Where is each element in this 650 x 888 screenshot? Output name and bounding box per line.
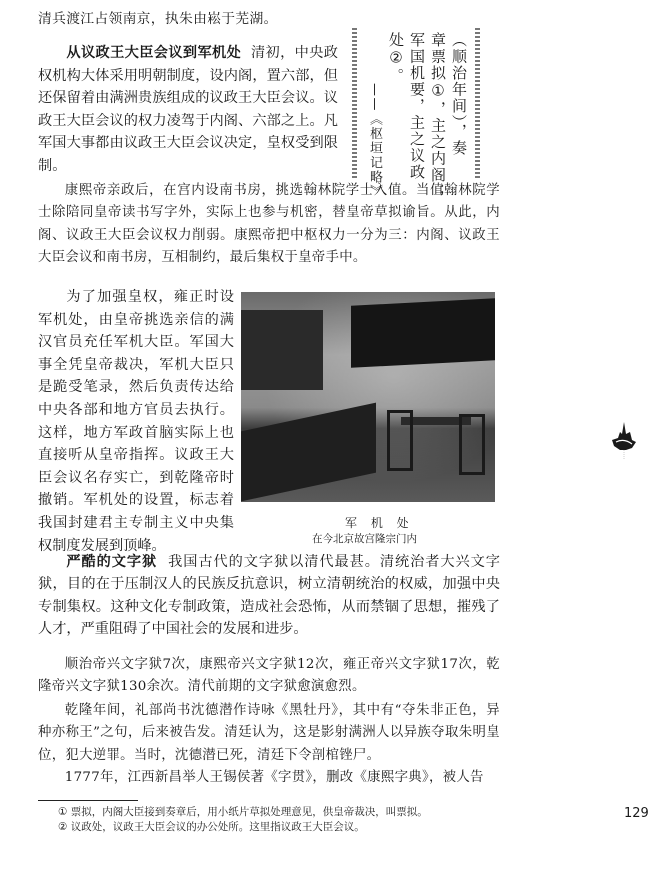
quote-border-left xyxy=(352,28,357,180)
footnote-1: ① 票拟，内阁大臣接到奏章后，用小纸片草拟处理意见，供皇帝裁决，叫票拟。 xyxy=(58,806,428,818)
quote-col-2: 章票拟①，主之内阁； xyxy=(429,32,447,200)
decorative-ornament-icon xyxy=(608,420,640,460)
section1-text: 清初，中央政权机构大体采用明朝制度，设内阁，置六部，但还保留着由满洲贵族组成的议政王大臣会议。议政王大臣会议的权力凌驾于内阁、六部之上。凡军国大事都由议政王大臣会议决定，皇权受到限制。 xyxy=(38,45,338,174)
quote-col-4: 处②。 xyxy=(387,32,405,85)
photo-chair-2 xyxy=(459,414,485,475)
quote-border-right xyxy=(475,28,480,180)
footnote-2: ② 议政处，议政王大臣会议的办公处所。这里指议政王大臣会议。 xyxy=(58,821,365,833)
kangxi-paragraph: 康熙帝亲政后，在宫内设南书房，挑选翰林院学士入值。当值翰林院学士除陪同皇帝读书写字外，实际上也参与机密，替皇帝草拟谕旨。从此，内阁、议政王大臣会议权力削弱。康熙帝把中枢权力一分为三：内阁、议政王大臣会议和南书房，互相制约，最后集权于皇帝手中。 xyxy=(38,183,500,265)
wang-xihou-paragraph: 1777年，江西新昌举人王锡侯著《字贯》，删改《康熙字典》，被人告 xyxy=(64,770,484,785)
shen-deqian-paragraph: 乾隆年间，礼部尚书沈德潜作诗咏《黑牡丹》，其中有“夺朱非正色，异种亦称王”之句，后来被告发。清廷认为，这是影射满洲人以异族夺取朱明皇位，犯大逆罪。当时，沈德潜已死，清廷下令剖棺锉尸。 xyxy=(38,703,500,763)
junjichu-paragraph: 为了加强皇权，雍正时设军机处，由皇帝挑选亲信的满汉官员充任军机大臣。军国大事全凭皇帝裁决，军机大臣只是跪受笔录，然后负责传达给中央各部和地方官员去执行。这样，地方军政首脑实际上也直接听从皇帝指挥。议政王大臣会议名存实亡，到乾隆帝时撤销。军机处的设置，标志着我国封建君主专制主义中央集权制度发展到顶峰。 xyxy=(38,289,234,554)
section2-text: 我国古代的文字狱以清代最甚。清统治者大兴文字狱，目的在于压制汉人的民族反抗意识，树立清朝统治的权威，加强中央专制集权。这种文化专制政策，造成社会恐怖，从而禁锢了思想，摧残了人才，严重阻碍了中国社会的发展和进步。 xyxy=(38,554,500,638)
section2-heading: 严酷的文字狱 xyxy=(66,554,158,570)
photo-board-left xyxy=(241,310,323,390)
opening-line: 清兵渡江占领南京，执朱由崧于芜湖。 xyxy=(38,11,278,27)
section1-paragraph xyxy=(38,42,338,178)
wenziyu-count-paragraph: 顺治帝兴文字狱7次，康熙帝兴文字狱12次，雍正帝兴文字狱17次，乾隆帝兴文字狱130余次。清代前期的文字狱愈演愈烈。 xyxy=(38,657,500,695)
photo-caption-subtitle: 在今北京故宫隆宗门内 xyxy=(312,533,417,545)
photo-board-right xyxy=(351,298,495,368)
footnote-divider xyxy=(38,800,138,801)
photo-caption-title: 军 机 处 xyxy=(345,516,414,530)
quote-box xyxy=(352,28,480,200)
quote-source: ——《枢垣记略》 xyxy=(367,83,382,199)
photo-desk xyxy=(241,403,376,502)
quote-col-1: （顺治年间），奏 xyxy=(450,32,468,157)
section2-paragraph xyxy=(38,551,500,641)
photo-chair-1 xyxy=(387,410,413,471)
page-number: 129 xyxy=(624,806,649,821)
junjichu-photo xyxy=(241,292,495,502)
section1-heading: 从议政王大臣会议到军机处 xyxy=(66,45,242,61)
quote-col-3: 军国机要，主之议政 xyxy=(408,32,426,181)
